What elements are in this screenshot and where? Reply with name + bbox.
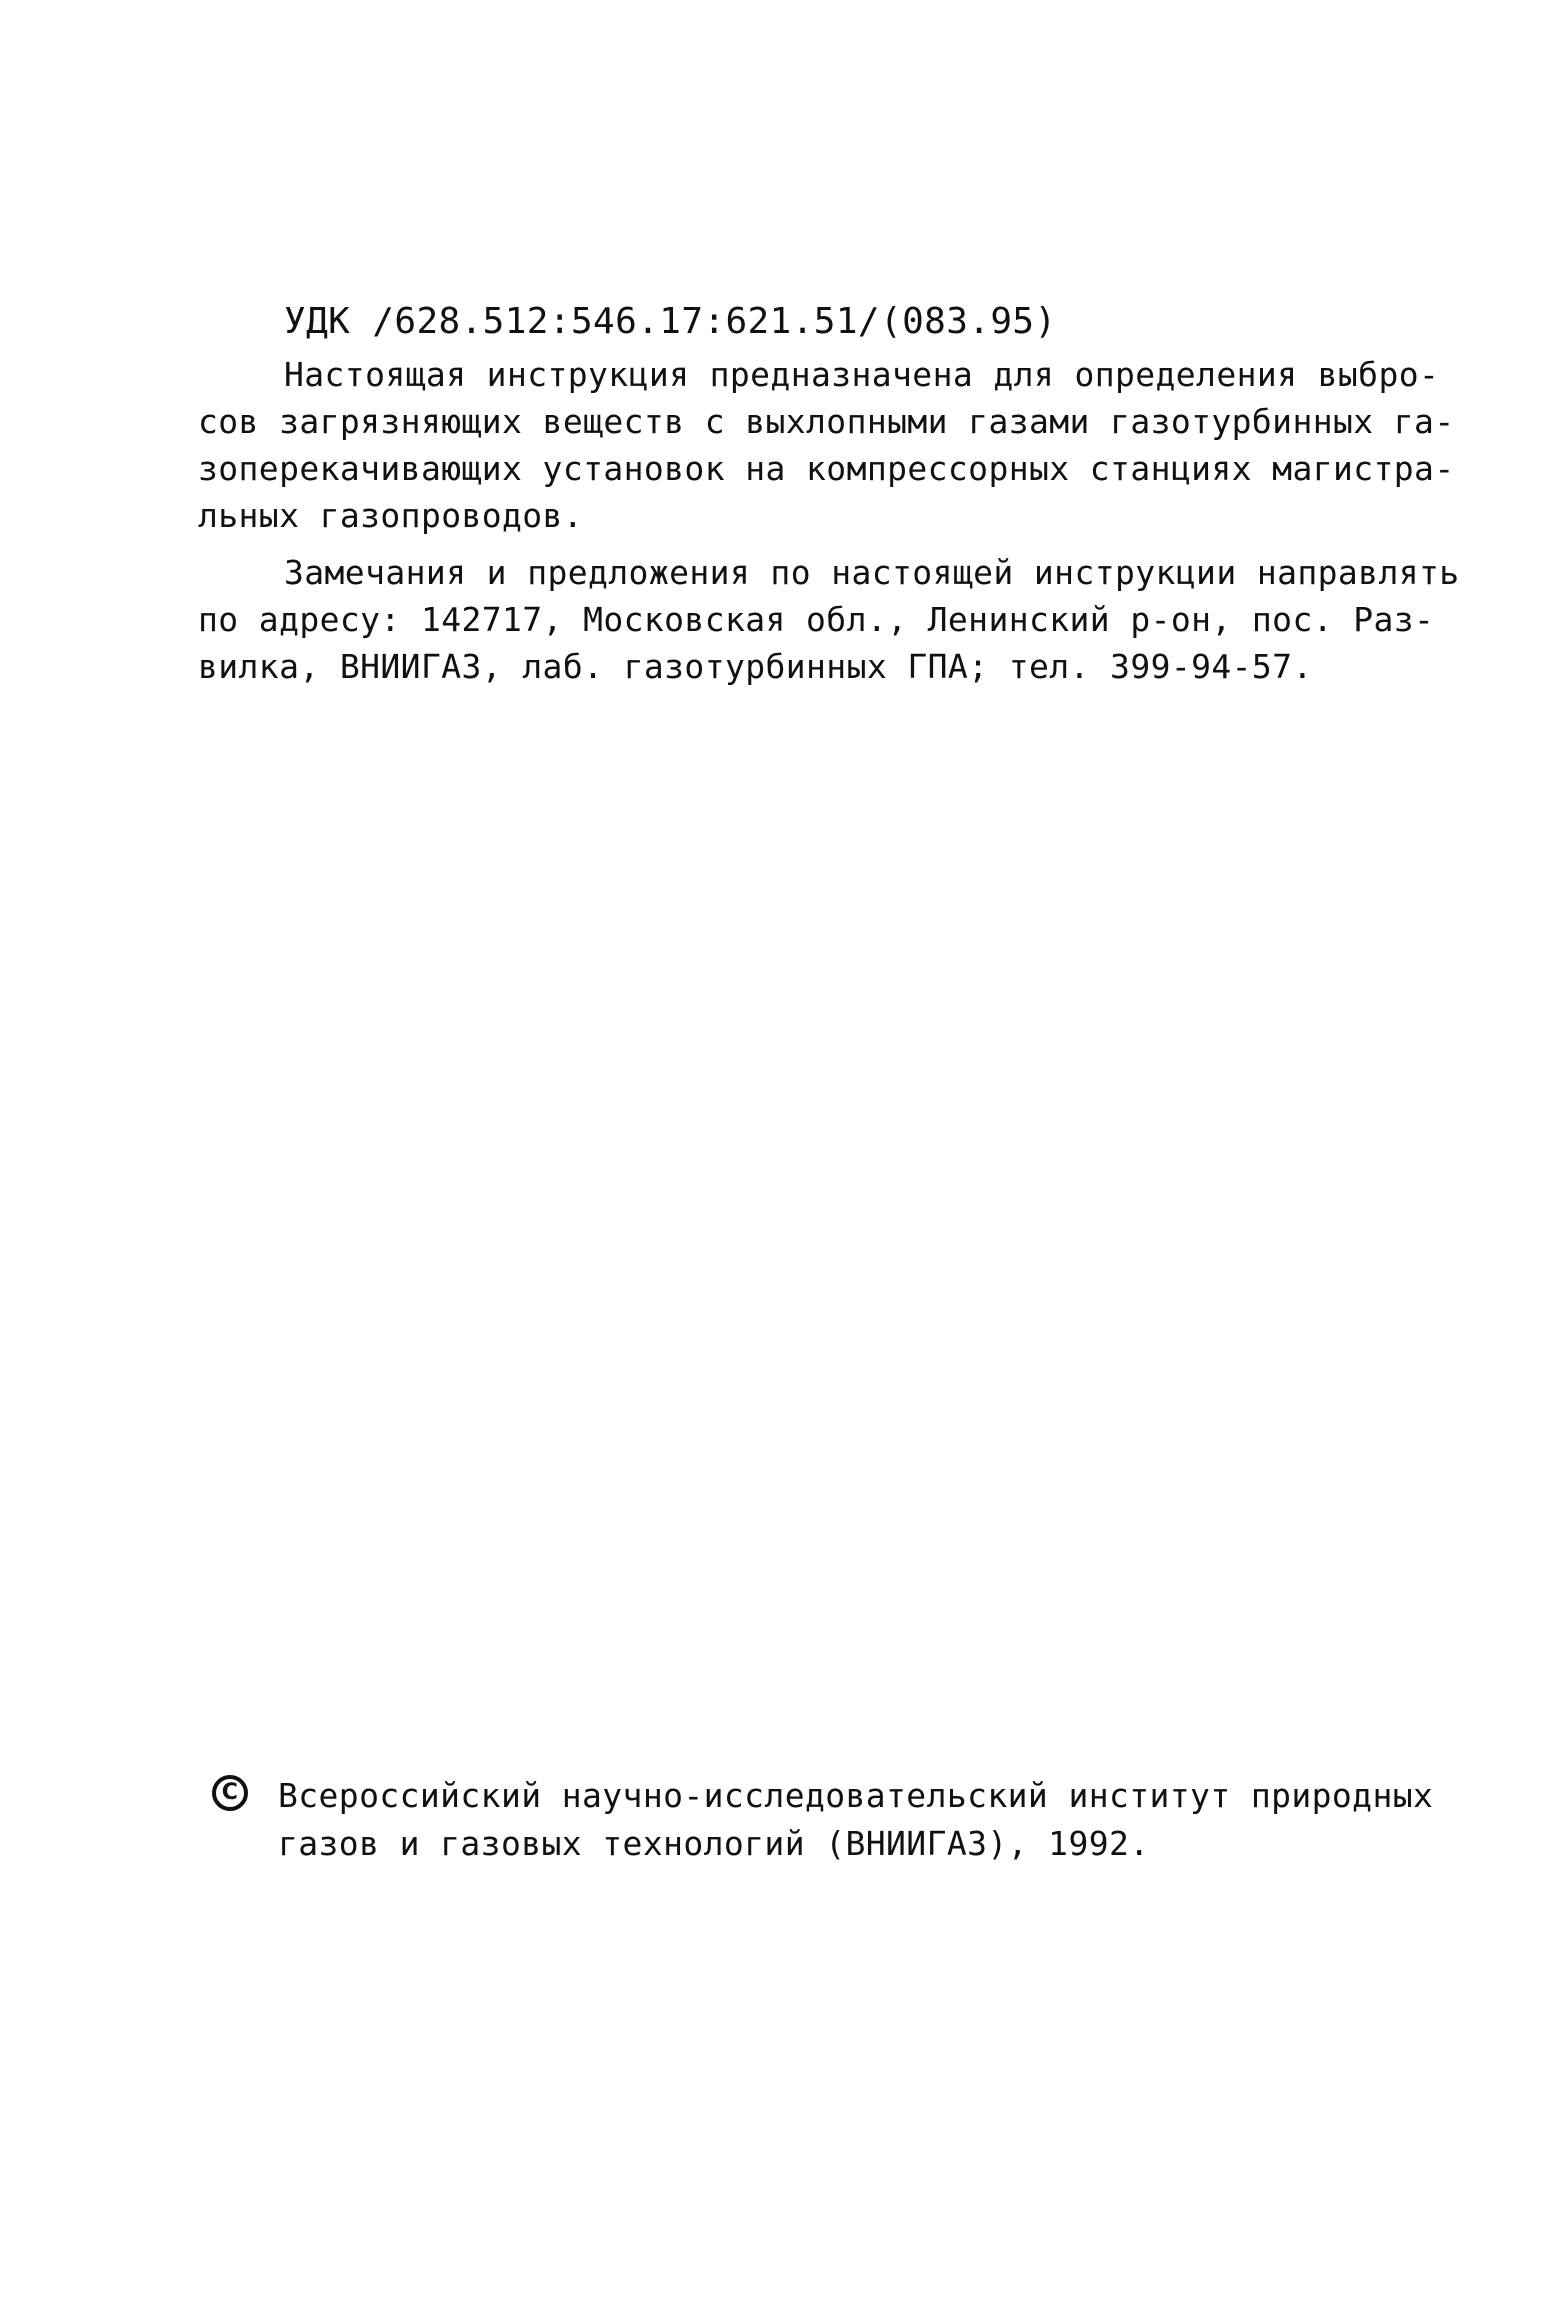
copyright-notice — [212, 1772, 1432, 1868]
paragraph-line: зоперекачивающих установок на компрессорных станциях магистра- — [198, 449, 1455, 488]
paragraph-contact — [198, 549, 1460, 690]
copyright-text — [212, 1772, 1432, 1868]
paragraph-line: сов загрязняющих веществ с выхлопными газами газотурбинных га- — [198, 402, 1455, 441]
paragraph-line: Настоящая инструкция предназначена для определения выбро- — [284, 355, 1440, 394]
paragraph-line: по адресу: 142717, Московская обл., Ленинский р-он, пос. Раз- — [198, 600, 1435, 639]
paragraph-line: льных газопроводов. — [198, 496, 584, 535]
paragraph-line: Замечания и предложения по настоящей инструкции направлять — [284, 553, 1460, 592]
copyright-line: газов и газовых технологий (ВНИИГАЗ), 1992. — [278, 1824, 1150, 1863]
paragraph-purpose — [198, 351, 1455, 539]
udk-code: УДК /628.512:546.17:621.51/(083.95) — [284, 301, 1057, 342]
copyright-line: Всероссийский научно-исследовательский институт природных — [278, 1776, 1434, 1815]
paragraph-line: вилка, ВНИИГАЗ, лаб. газотурбинных ГПА; тел. 399-94-57. — [198, 647, 1313, 686]
annotation-block — [198, 298, 1460, 690]
copyright-icon: C — [212, 1775, 248, 1811]
